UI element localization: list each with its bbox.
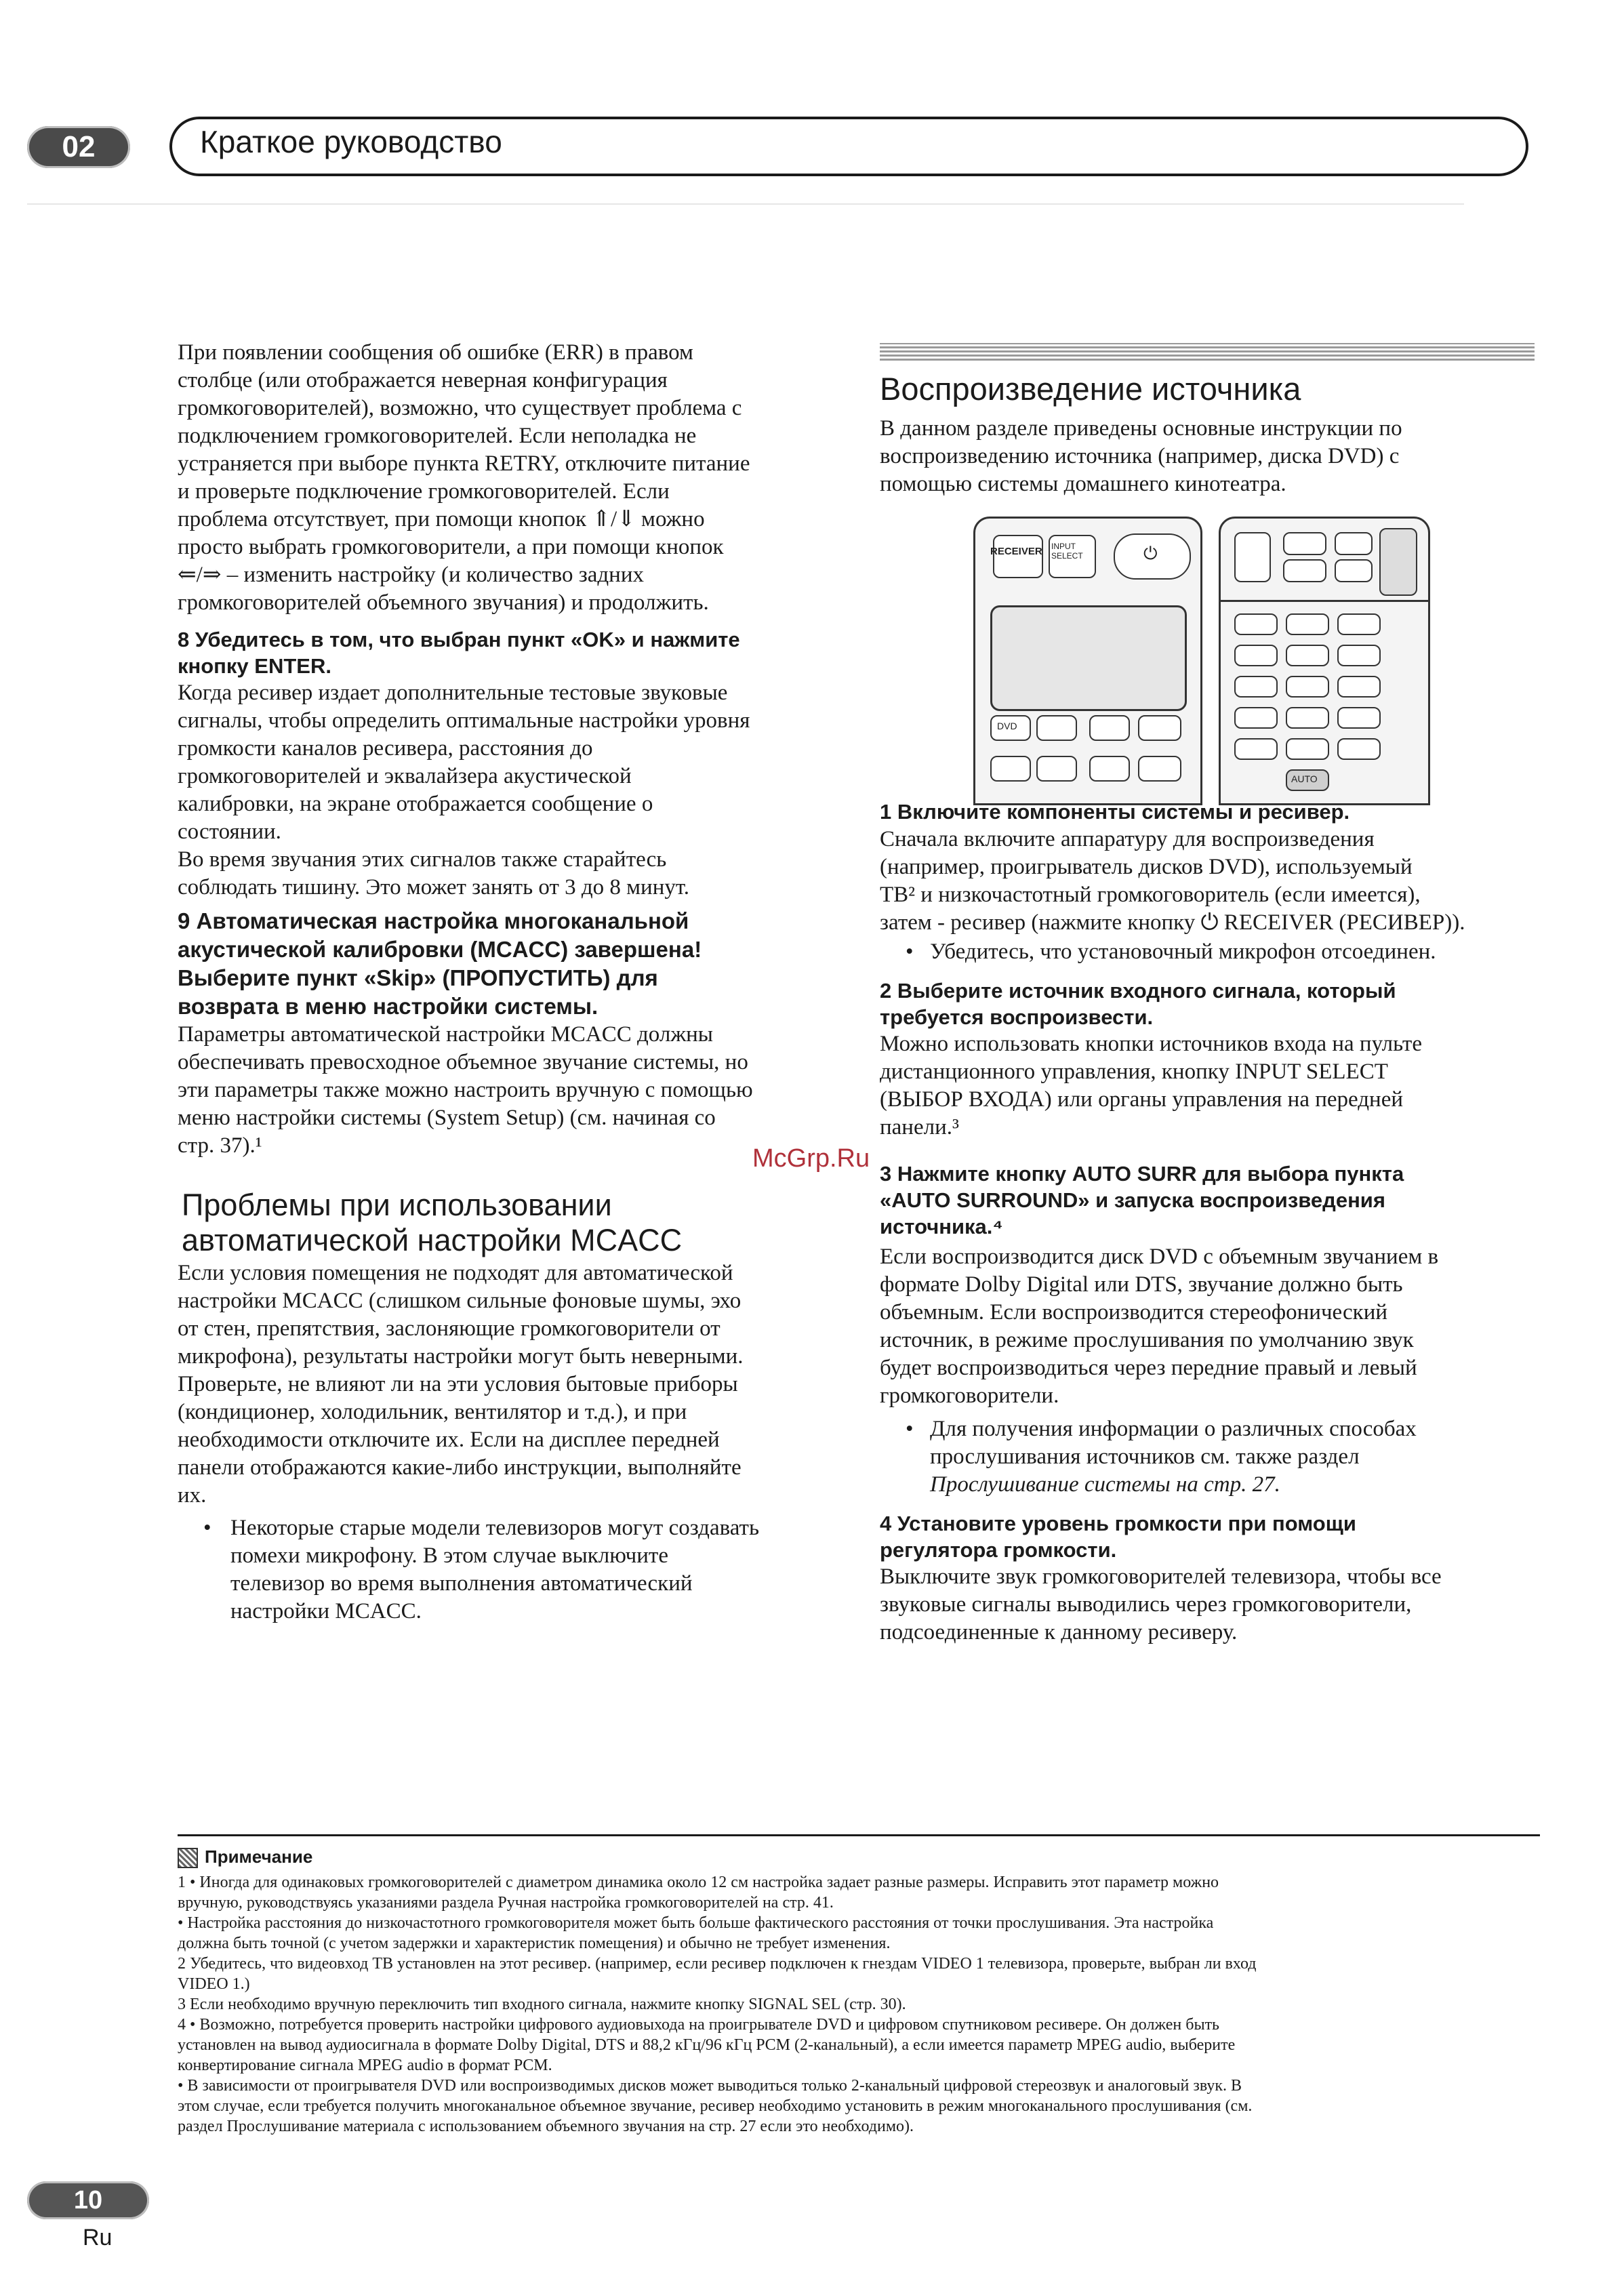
footnote-line: конвертирование сигнала MPEG audio в формат PCM. — [178, 2057, 552, 2074]
note-icon — [178, 1848, 198, 1868]
heading-line: 2 Выберите источник входного сигнала, который — [880, 979, 1396, 1003]
heading-line: 4 Установите уровень громкости при помощи — [880, 1512, 1356, 1535]
heading-line: регулятора громкости. — [880, 1538, 1117, 1562]
text-line: панели отображаются какие-либо инструкции, выполняйте — [178, 1455, 742, 1480]
text-line: затем - ресивер (нажмите кнопку ⏻ RECEIVER (РЕСИВЕР)). — [880, 910, 1465, 935]
remote-key — [1337, 645, 1381, 666]
remote-left-panel — [973, 517, 1202, 805]
footnote-line: этом случае, если требуется получить многоканальное объемное звучание, ресивер необходимо установить в режим многоканального прослушивания (см. — [178, 2097, 1253, 2115]
heading-line: 8 Убедитесь в том, что выбран пункт «OK» и нажмите — [178, 628, 740, 651]
footnote-line: должна быть точной (с учетом задержки и характеристик помещения) и обычно не требует изменения. — [178, 1935, 891, 1952]
text-line: звуковые сигналы выводились через громкоговорители, — [880, 1592, 1412, 1617]
text-line: стр. 37).¹ — [178, 1133, 262, 1158]
heading-line: возврата в меню настройки системы. — [178, 994, 598, 1019]
text-line: помощью системы домашнего кинотеатра. — [880, 472, 1286, 496]
text-line: сигналы, чтобы определить оптимальные настройки уровня — [178, 708, 750, 733]
step-3-bullet — [930, 1415, 1417, 1499]
step-1-text — [880, 826, 1465, 937]
text-line: громкоговорители. — [880, 1383, 1059, 1408]
step-1-bullet: Убедитесь, что установочный микрофон отсоединен. — [930, 940, 1436, 964]
remote-right-panel — [1219, 517, 1430, 805]
remote-key — [1234, 676, 1278, 698]
heading-line: 9 Автоматическая настройка многоканальной — [178, 908, 689, 933]
heading-line: «AUTO SURROUND» и запуска воспроизведения — [880, 1188, 1385, 1212]
remote-key — [1089, 756, 1130, 782]
text-line: дистанционного управления, кнопку INPUT SELECT — [880, 1059, 1388, 1084]
text-line: громкоговорителей), возможно, что существует проблема с — [178, 396, 742, 420]
remote-key — [1286, 676, 1329, 698]
power-icon: ⏻ — [1143, 543, 1158, 563]
text-line: состоянии. — [178, 820, 281, 844]
section-rule — [880, 343, 1535, 361]
text-line: объемным. Если воспроизводится стереофонический — [880, 1300, 1388, 1325]
text-line: эти параметры также можно настроить вручную с помощью — [178, 1078, 753, 1102]
text-line: громкоговорителей и эквалайзера акустической — [178, 764, 632, 788]
text-line: ⇐/⇒ – изменить настройку (и количество задних — [178, 563, 645, 587]
text-line: подсоединенные к данному ресиверу. — [880, 1620, 1238, 1644]
page-number-badge: 10 — [27, 2181, 149, 2219]
footnote-line: • В зависимости от проигрывателя DVD или воспроизводимых дисков может выводиться только 2-канальный цифровой стереозвук и аналоговый звук. В — [178, 2077, 1242, 2095]
text-line: панели.³ — [880, 1115, 959, 1139]
heading-line: источника.⁴ — [880, 1215, 1003, 1238]
heading-line: Выберите пункт «Skip» (ПРОПУСТИТЬ) для — [178, 965, 658, 990]
text-line: настройки MCACC. — [230, 1599, 422, 1623]
text-line: соблюдать тишину. Это может занять от 3 до 8 минут. — [178, 875, 690, 900]
text-line: микрофона), результаты настройки могут быть неверными. — [178, 1344, 744, 1369]
remote-key — [1335, 532, 1373, 555]
heading-line: Проблемы при использовании — [182, 1188, 612, 1222]
step-3-heading — [880, 1160, 1404, 1240]
remote-display — [990, 605, 1187, 711]
remote-key — [1138, 715, 1181, 741]
intro-paragraph — [178, 339, 750, 617]
section-heading: Воспроизведение источника — [880, 371, 1301, 407]
step-3-text — [880, 1243, 1438, 1410]
step-2-text — [880, 1030, 1422, 1142]
remote-key — [1283, 532, 1326, 555]
language-label: Ru — [83, 2225, 113, 2250]
remote-key — [1337, 738, 1381, 760]
remote-key — [1234, 738, 1278, 760]
remote-key — [1337, 676, 1381, 698]
text-line: (ВЫБОР ВХОДА) или органы управления на передней — [880, 1087, 1404, 1112]
footnotes — [178, 1872, 1506, 2137]
remote-key — [1234, 532, 1271, 582]
heading-line: автоматической настройки MCACC — [182, 1223, 683, 1257]
text-line: будет воспроизводиться через передние правый и левый — [880, 1356, 1417, 1380]
text-line: подключением громкоговорителей. Если неполадка не — [178, 424, 697, 448]
step-2-heading — [880, 977, 1396, 1030]
text-line: (кондиционер, холодильник, вентилятор и т.д.), и при — [178, 1400, 687, 1424]
bullet-text — [230, 1514, 759, 1625]
remote-key — [1138, 756, 1181, 782]
remote-key — [1234, 613, 1278, 635]
footnote-line: 4 • Возможно, потребуется проверить настройки цифрового аудиовыхода на проигрывателе DVD и цифровом спутниковом ресивере. Он должен быть — [178, 2016, 1219, 2034]
chapter-badge: 02 — [27, 126, 130, 168]
heading-line: 3 Нажмите кнопку AUTO SURR для выбора пункта — [880, 1162, 1404, 1186]
step-8-text — [178, 679, 750, 902]
footnote-line: • Настройка расстояния до низкочастотного громкоговорителя может быть больше фактического расстояния от точки прослушивания. Эта настройка — [178, 1914, 1214, 1932]
text-line: просто выбрать громкоговорители, а при помощи кнопок — [178, 535, 724, 559]
text-line: телевизор во время выполнения автоматический — [230, 1571, 693, 1596]
step-9-heading — [178, 907, 702, 1021]
text-line: Прослушивание системы на стр. 27. — [930, 1472, 1280, 1497]
remote-key — [1036, 715, 1077, 741]
footnote-line: VIDEO 1.) — [178, 1975, 250, 1993]
text-line: столбце (или отображается неверная конфигурация — [178, 368, 668, 392]
remote-key — [1036, 756, 1077, 782]
footnote-line: вручную, руководствуясь указаниями раздела Ручная настройка громкоговорителей на стр. 41. — [178, 1894, 834, 1912]
heading-line: требуется воспроизвести. — [880, 1005, 1154, 1029]
remote-key — [1337, 707, 1381, 729]
step-4-heading — [880, 1510, 1356, 1563]
step-4-text — [880, 1563, 1442, 1646]
text-line: громкости каналов ресивера, расстояния до — [178, 736, 593, 761]
heading-line: акустической калибровки (MCACC) завершена! — [178, 937, 702, 962]
text-line: В данном разделе приведены основные инструкции по — [880, 416, 1402, 441]
text-line: громкоговорителей объемного звучания) и продолжить. — [178, 590, 709, 615]
remote-key — [1286, 645, 1329, 666]
text-line: меню настройки системы (System Setup) (см. начиная со — [178, 1106, 716, 1130]
volume-rocker — [1379, 528, 1417, 596]
text-line: Можно использовать кнопки источников входа на пульте — [880, 1032, 1422, 1056]
text-line: источник, в режиме прослушивания по умолчанию звук — [880, 1328, 1414, 1352]
step-9-text — [178, 1021, 753, 1160]
bullet-marker: • — [906, 940, 914, 964]
text-line: (например, проигрыватель дисков DVD), используемый — [880, 855, 1413, 879]
remote-key — [1283, 559, 1326, 582]
footnote-line: раздел Прослушивание материала с использованием объемного звучания на стр. 27 если это необходимо). — [178, 2118, 914, 2135]
text-line: Если воспроизводится диск DVD с объемным звучанием в — [880, 1245, 1439, 1269]
text-line: помехи микрофону. В этом случае выключите — [230, 1543, 668, 1568]
text-line: Некоторые старые модели телевизоров могут создавать — [230, 1516, 760, 1540]
text-line: Параметры автоматической настройки MCACC должны — [178, 1022, 713, 1047]
dvd-label: DVD — [997, 721, 1017, 731]
remote-key — [1335, 559, 1373, 582]
step-1-heading: 1 Включите компоненты системы и ресивер. — [880, 800, 1350, 824]
text-line: Во время звучания этих сигналов также старайтесь — [178, 847, 667, 872]
text-line: их. — [178, 1483, 207, 1508]
header-divider — [27, 203, 1464, 205]
footnote-line: установлен на вывод аудиосигнала в формате Dolby Digital, DTS и 88,2 кГц/96 кГц PCM (2-канальный), а если имеется параметр MPEG audio, выберите — [178, 2036, 1236, 2054]
text-line: необходимости отключите их. Если на дисплее передней — [178, 1428, 720, 1452]
bullet-marker: • — [203, 1516, 211, 1540]
remote-key — [1089, 715, 1130, 741]
divider-line — [1221, 600, 1428, 602]
watermark: McGrp.Ru — [752, 1144, 870, 1173]
text-line: При появлении сообщения об ошибке (ERR) в правом — [178, 340, 693, 365]
text-line: и проверьте подключение громкоговорителей. Если — [178, 479, 670, 504]
text-line: Проверьте, не влияют ли на эти условия бытовые приборы — [178, 1372, 738, 1396]
text-line: воспроизведению источника (например, диска DVD) с — [880, 444, 1400, 468]
text-line: настройки MCACC (слишком сильные фоновые шумы, эхо — [178, 1289, 742, 1313]
notes-title: Примечание — [205, 1846, 313, 1867]
text-line: калибровки, на экране отображается сообщение о — [178, 792, 653, 816]
remote-key — [1286, 738, 1329, 760]
text-line: от стен, препятствия, заслоняющие громкоговорители от — [178, 1316, 720, 1341]
notes-divider — [178, 1834, 1540, 1836]
footnote-line: 1 • Иногда для одинаковых громкоговорителей с диаметром динамика около 12 см настройка задает разные размеры. Исправить этот параметр можно — [178, 1874, 1219, 1891]
text-line: Сначала включите аппаратуру для воспроизведения — [880, 827, 1375, 851]
input-select-label: INPUT SELECT — [1051, 542, 1083, 561]
remote-key — [990, 756, 1031, 782]
text-line: Если условия помещения не подходят для автоматической — [178, 1261, 733, 1285]
text-line: Выключите звук громкоговорителей телевизора, чтобы все — [880, 1564, 1442, 1589]
text-line: Когда ресивер издает дополнительные тестовые звуковые — [178, 681, 728, 705]
section-intro — [880, 415, 1402, 498]
receiver-label: RECEIVER — [990, 546, 1042, 557]
text-line: обеспечивать превосходное объемное звучание системы, но — [178, 1050, 748, 1074]
text-line: ТВ² и низкочастотный громкоговоритель (если имеется), — [880, 883, 1421, 907]
text-line: Для получения информации о различных способах — [930, 1417, 1417, 1441]
text-line: устраняется при выборе пункта RETRY, отключите питание — [178, 451, 750, 476]
heading-line: кнопку ENTER. — [178, 654, 331, 678]
text-line: формате Dolby Digital или DTS, звучание должно быть — [880, 1272, 1403, 1297]
problems-text — [178, 1259, 744, 1510]
remote-key — [1286, 613, 1329, 635]
text-line: проблема отсутствует, при помощи кнопок ⇑/⇓ можно — [178, 507, 705, 531]
remote-key — [1234, 707, 1278, 729]
remote-key — [1286, 707, 1329, 729]
remote-key — [1337, 613, 1381, 635]
page-title: Краткое руководство — [200, 124, 502, 159]
problems-heading — [182, 1188, 682, 1258]
text-line: прослушивания источников см. также раздел — [930, 1444, 1360, 1469]
bullet-marker: • — [906, 1417, 914, 1441]
remote-key — [1234, 645, 1278, 666]
auto-label: AUTO — [1291, 773, 1318, 784]
footnote-line: 2 Убедитесь, что видеовход ТВ установлен на этот ресивер. (например, если ресивер подключен к гнездам VIDEO 1 телевизора, проверьте, выбран ли вход — [178, 1955, 1257, 1973]
step-8-heading — [178, 626, 740, 679]
footnote-line: 3 Если необходимо вручную переключить тип входного сигнала, нажмите кнопку SIGNAL SEL (стр. 30). — [178, 1996, 906, 2013]
